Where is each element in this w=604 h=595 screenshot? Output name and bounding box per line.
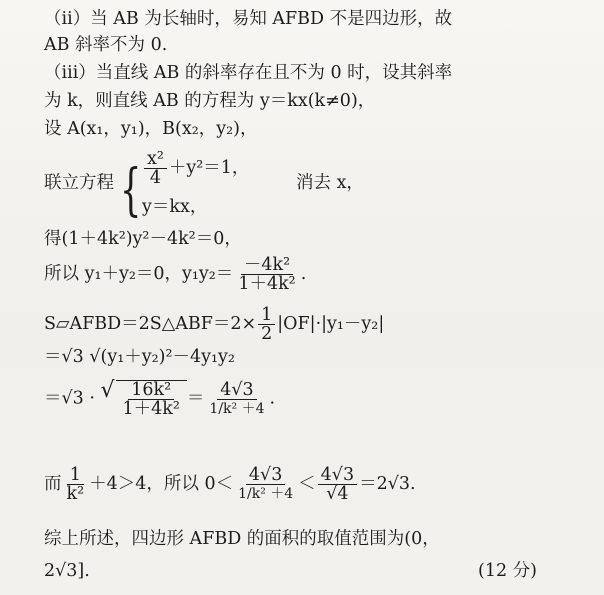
fraction-4sqrt3-c: $\frac{4√3}{√4}$ — [318, 466, 357, 503]
text-line-9: S▱AFBD＝2S△ABF＝2× $\frac{1}{2}$ |OF|·|y₁－y₂| — [44, 305, 385, 344]
fraction-4sqrt3-a: $\frac{4√3}{\text{1/k² ＋4}}$ — [209, 379, 265, 417]
text-line-12: 而 $\frac{1}{\text{k²}}$ ＋4＞4，所以 0＜ $\frac{4√3}{\text{1/k² ＋4}}$ ＜ $\frac{4√3}{√4}$ ＝2√3. — [44, 465, 416, 504]
fraction-x2-over-4: $\frac{\text{x²}}{4}$ — [144, 150, 167, 187]
text-line-14: 2√3]. — [44, 561, 90, 581]
text-line-10: ＝√3 √(y₁＋y₂)²－4y₁y₂ — [44, 347, 235, 367]
text-line-4: 为 k，则直线 AB 的方程为 y＝kx(k≠0)， — [44, 91, 376, 111]
sqrt-fraction-16k2: √ $\frac{\text{16k²}}{\text{1＋4k²}}$ — [101, 380, 187, 418]
system-equation-1: $\frac{\text{x²}}{4}$ ＋y²＝1， — [142, 150, 249, 187]
text-line-5: 设 A(x₁，y₁)，B(x₂，y₂)， — [44, 119, 258, 139]
fraction-4sqrt3-b: $\frac{4√3}{\text{1/k² ＋4}}$ — [238, 465, 294, 502]
text-line-7: 得(1＋4k²)y²－4k²＝0， — [44, 229, 242, 249]
fraction-inv-k2: $\frac{1}{\text{k²}}$ — [66, 465, 85, 504]
text-line-2: AB 斜率不为 0. — [44, 35, 168, 55]
text-line-11: ＝√3 · √ $\frac{\text{16k²}}{\text{1＋4k²}}$ ＝ $\frac{4√3}{\text{1/k² ＋4}}$ . — [44, 378, 276, 419]
text-line-3: （ⅲ）当直线 AB 的斜率存在且不为 0 时，设其斜率 — [44, 63, 453, 83]
brace-symbol: { — [120, 158, 142, 223]
score-label: (12 分) — [478, 561, 537, 581]
system-equation-2: y＝kx， — [142, 197, 208, 217]
fraction-y1y2: $\frac{\text{－4k²}}{\text{1＋4k²}}$ — [238, 255, 296, 294]
text-line-13: 综上所述，四边形 AFBD 的面积的取值范围为(0， — [44, 529, 440, 549]
system-suffix: 消去 x， — [296, 173, 364, 193]
text-line-8: 所以 y₁＋y₂＝0，y₁y₂＝ $\frac{\text{－4k²}}{\text{1＋4k²}}$ . — [44, 255, 307, 294]
text-line-1: （ⅱ）当 AB 为长轴时，易知 AFBD 不是四边形，故 — [44, 9, 453, 29]
system-label: 联立方程 — [44, 173, 114, 193]
fraction-half: $\frac{1}{2}$ — [258, 306, 275, 343]
